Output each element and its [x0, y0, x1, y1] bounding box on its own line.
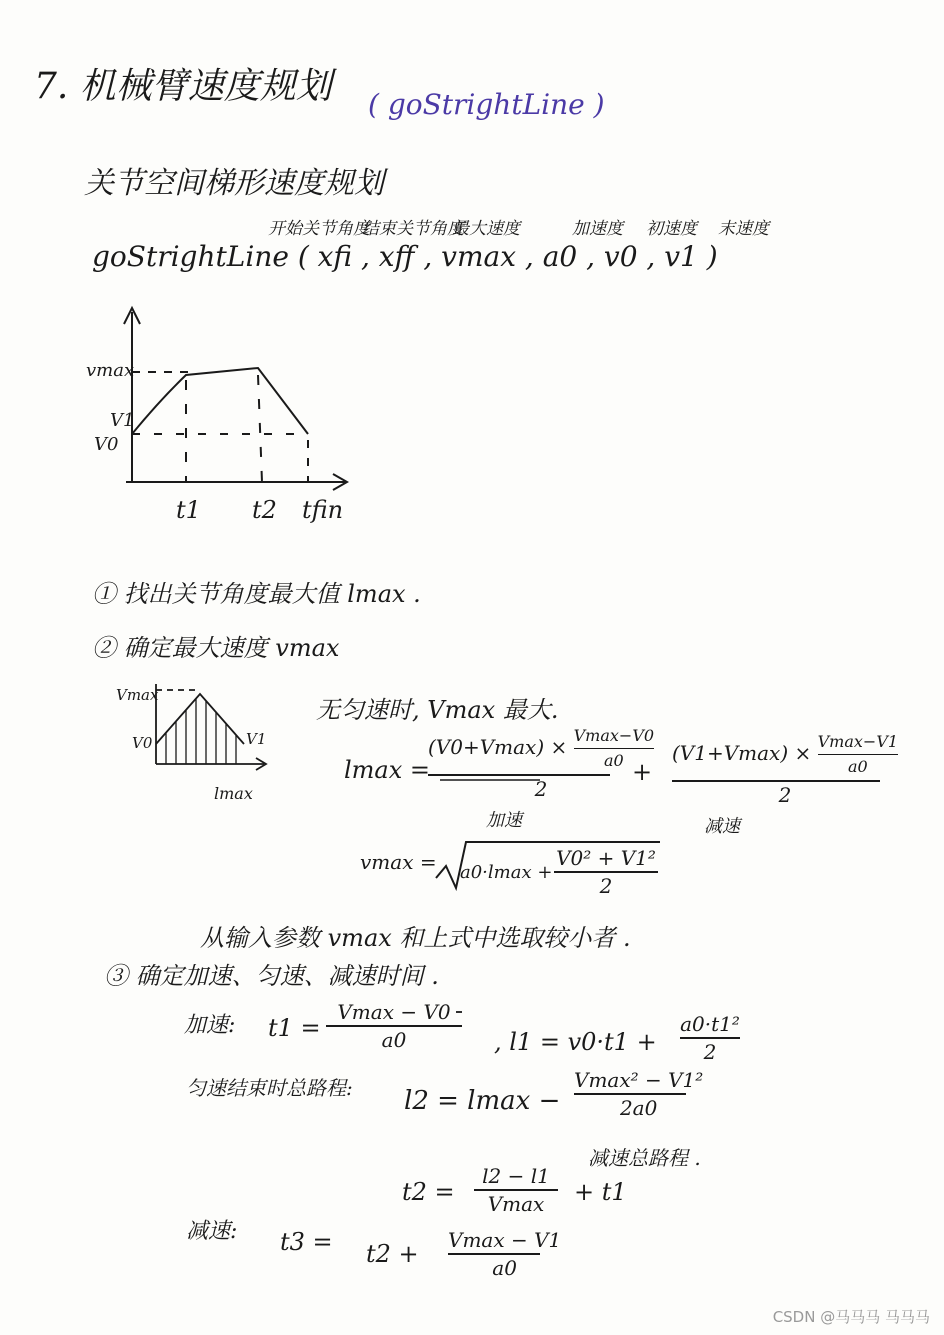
l1-fraction: a0·t1² 2 — [680, 1012, 740, 1064]
lmax-term-accel: (V0+Vmax) × Vmax−V0 a0 2 — [428, 726, 655, 801]
l2-fraction: Vmax² − V1² 2a0 — [574, 1068, 704, 1120]
section-subtitle: 关节空间梯形速度规划 — [84, 166, 384, 201]
graph2-velocity-profile — [156, 694, 244, 744]
trapezoid-velocity-graph — [124, 308, 347, 490]
step-2-note: 无匀速时, Vmax 最大. — [316, 696, 559, 724]
t2-tail: + t1 — [574, 1178, 627, 1206]
graph2-area-hatch — [166, 699, 236, 764]
vmax-radicand: a0·lmax + — [460, 862, 553, 883]
decel-label: 减速: — [186, 1219, 238, 1244]
function-name-tag: ( goStrightLine ) — [368, 88, 605, 121]
step-2-choose: 从输入参数 vmax 和上式中选取较小者 . — [200, 924, 631, 952]
t3-fraction: Vmax − V1 a0 — [448, 1228, 562, 1280]
t3-lhs: t3 = — [280, 1228, 333, 1256]
graph1-label-tfin: tfin — [302, 496, 344, 524]
graph1-label-v1: V1 — [110, 410, 135, 431]
lmax-plus: + — [632, 758, 653, 786]
lmax-lhs: lmax = — [344, 756, 431, 784]
label-accel: 加速 — [486, 810, 522, 831]
t3-mid: t2 + — [366, 1240, 419, 1268]
step-2-heading: ② 确定最大速度 vmax — [92, 634, 340, 662]
annotation-final-speed: 末速度 — [718, 219, 769, 239]
graph1-velocity-profile — [132, 368, 308, 434]
annotation-max-speed: 最大速度 — [452, 219, 520, 239]
graph1-label-v0: V0 — [94, 434, 119, 455]
vmax-fraction: V0² + V1² 2 — [554, 846, 658, 898]
lmax-term-decel: (V1+Vmax) × Vmax−V1 a0 2 — [672, 732, 899, 807]
annotation-end-angle: 结束关节角度 — [362, 219, 464, 239]
label-decel: 减速 — [704, 816, 740, 837]
annotation-start-angle: 开始关节角度 — [268, 219, 370, 239]
graph2-label-lmax: lmax — [214, 784, 253, 803]
accel-label: 加速: — [184, 1013, 236, 1038]
graph2-label-vmax: Vmax — [116, 686, 159, 704]
l2-lhs: l2 = lmax − — [404, 1086, 561, 1116]
decel-total-label: 减速总路程 . — [588, 1146, 701, 1170]
graph1-label-vmax: vmax — [86, 360, 135, 381]
step-3-heading: ③ 确定加速、匀速、减速时间 . — [104, 962, 439, 990]
annotation-init-speed: 初速度 — [646, 219, 697, 239]
graph1-t2-dash — [258, 375, 262, 482]
csdn-watermark: CSDN @马马马 马马马 — [772, 1308, 930, 1326]
t2-fraction: l2 − l1 Vmax — [474, 1164, 558, 1216]
l1-lhs: , l1 = v0·t1 + — [494, 1028, 657, 1056]
page-title: 7. 机械臂速度规划 — [34, 66, 332, 107]
graph1-label-t2: t2 — [252, 496, 277, 524]
uniform-label: 匀速结束时总路程: — [186, 1076, 353, 1100]
graph1-label-t1: t1 — [176, 496, 201, 524]
t2-lhs: t2 = — [402, 1178, 455, 1206]
vmax-lhs: vmax = — [360, 850, 437, 874]
graph2-label-v1: V1 — [246, 730, 267, 748]
annotation-accel: 加速度 — [572, 219, 623, 239]
function-signature: goStrightLine ( xfi , xff , vmax , a0 , v0 , v1 ) — [92, 240, 718, 273]
t1-lhs: t1 = — [268, 1014, 321, 1042]
t1-fraction: Vmax − V0 a0 — [326, 1000, 462, 1052]
graph2-label-v0: V0 — [132, 734, 153, 752]
step-1-text: ① 找出关节角度最大值 lmax . — [92, 580, 421, 608]
